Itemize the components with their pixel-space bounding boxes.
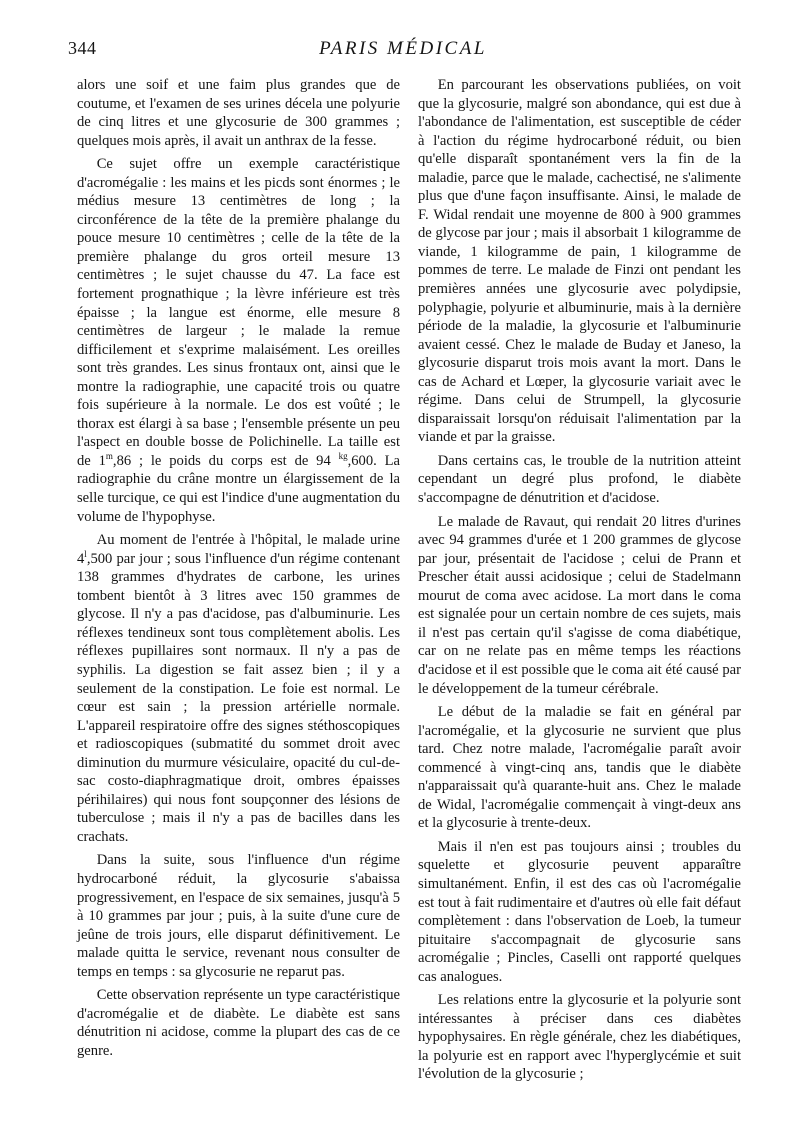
- paragraph: Mais il n'en est pas toujours ainsi ; troubles du squelette et glycosurie peuvent apparaître simultanément. Enfin, il est des cas où l'acromégalie est tout à fait rudimentaire et d'autres où elle fait défaut complètement : dans l'observation de Loeb, la tumeur pituitaire s'accompagnait de glycosurie sans acromégalie ; Pincles, Caselli ont rapporté quelques cas analogues.: [418, 838, 741, 985]
- paragraph: alors une soif et une faim plus grandes que de coutume, et l'examen de ses urines décela une polyurie de cinq litres et une glycosurie de 300 grammes ; quelques mois après, il avait un anthrax de la fesse.: [77, 77, 400, 149]
- text-run: ,600. La radiographie du crâne montre un élargissement de la selle turcique, ce qui est l'indice d'une augmentation du volume de l'hypophyse.: [77, 452, 400, 525]
- page-number: 344: [68, 38, 97, 58]
- unit-superscript: kg: [338, 451, 348, 462]
- text-run: ,500 par jour ; sous l'influence d'un régime contenant 138 grammes d'hydrates de carbone, les urines tombent bientôt à 3 litres avec 150 grammes de glycose. Il n'y a pas d'acidose, pas d'albuminurie. Les réflexes tendineux sont tous complètement abolis. Les réflexes pupillaires sont normaux. Il n'y a pas de syphilis. La digestion se fait assez bien ; il y a seulement de la constipation. Le foie est normal. Le cœur est sain ; la pression artérielle normale. L'appareil respiratoire offre des signes stéthoscopiques et radioscopiques (submatité du sommet droit avec diminution du murmure vésiculaire, opacité du cul-de-sac costo-diaphragmatique droit, ombres épaisses périhilaires) qui nous font soupçonner des lésions de tuberculose ; mais il n'y a pas de bacilles dans les crachats.: [77, 550, 400, 845]
- journal-title: PARIS MÉDICAL: [319, 38, 487, 59]
- paragraph: Dans certains cas, le trouble de la nutrition atteint cependant un degré plus profond, le diabète s'accompagne de dénutrition et d'acidose.: [418, 452, 741, 507]
- text-run: ,86 ; le poids du corps est de 94: [112, 452, 339, 469]
- paragraph: Le malade de Ravaut, qui rendait 20 litres d'urines avec 94 grammes d'urée et 1 200 grammes de glycose par jour, présentait de l'acidose ; celui de Prann et Prescher était aussi acidosique ; celui de Stadelmann mourut de coma avec acidose. La mort dans le coma est signalée pour un certain nombre de ces sujets, mais il n'est pas certain qu'il s'agisse de coma diabétique, car on ne relate pas en même temps les réactions d'acidose et il est possible que le coma ait été causé par le développement de la tumeur cérébrale.: [418, 513, 741, 697]
- paragraph: [77, 155, 400, 526]
- left-column: [77, 76, 400, 1065]
- paragraph: Les relations entre la glycosurie et la polyurie sont intéressantes à préciser dans ces diabètes hypophysaires. En règle générale, chez les diabétiques, la polyurie est en rapport avec l'hyperglycémie et suit l'évolution de la glycosurie ;: [418, 992, 741, 1083]
- paragraph: Le début de la maladie se fait en général par l'acromégalie, et la glycosurie ne survient que plus tard. Chez notre malade, l'acromégalie paraît avoir commencé à vingt-cinq ans, tandis que le diabète n'apparaissait qu'à quarante-huit ans. Chez le malade de Widal, l'acromégalie commençait à vingt-deux ans et la glycosurie à trente-deux.: [418, 704, 741, 832]
- paragraph: Cette observation représente un type caractéristique d'acromégalie et de diabète. Le diabète est sans dénutrition ni acidose, comme la plupart des cas de ce genre.: [77, 987, 400, 1059]
- right-column: [418, 76, 741, 1089]
- unit-superscript: l: [84, 548, 87, 559]
- page-header: [68, 38, 738, 68]
- paragraph: Dans la suite, sous l'influence d'un régime hydrocarboné réduit, la glycosurie s'abaissa progressivement, en l'espace de six semaines, jusqu'à 5 à 10 grammes par jour ; puis, à la suite d'une cure de jeûne de trois jours, elle disparut définitivement. Le malade quitta le service, revenant nous consulter de temps en temps : sa glycosurie ne reparut pas.: [77, 852, 400, 980]
- text-run: Au moment de l'entrée à l'hôpital, le malade urine 4: [77, 532, 400, 567]
- text-run: Ce sujet offre un exemple caractéristique d'acromégalie : les mains et les picds sont énormes ; le médius mesure 13 centimètres de long ; la circonférence de la tête de la première phalange du pouce mesure 10 centimètres ; celle de la tête de la première phalange du gros orteil mesure 13 centimètres ; le sujet chausse du 47. La face est fortement prognathique ; la lèvre inférieure est très épaisse ; la langue est énorme, elle mesure 8 centimètres de largeur ; le malade la remue difficilement et s'exprime malaisément. Les oreilles sont très grandes. Les sinus frontaux ont, ainsi que le montre la radiographie, une capacité trois ou quatre fois supérieure à la normale. Le dos est voûté ; le thorax est élargi à sa base ; l'ensemble présente un peu l'aspect en double bosse de Polichinelle. La taille est de 1: [77, 156, 400, 469]
- unit-superscript: m: [105, 451, 113, 462]
- paragraph: [77, 531, 400, 846]
- paragraph: En parcourant les observations publiées, on voit que la glycosurie, malgré son abondance, qui est due à l'abondance de l'alimentation, est susceptible de céder à l'action du régime hydrocarboné réduit, ou bien qu'elle disparaît spontanément vers la fin de la maladie, parce que le malade, cachectisé, ne s'alimente plus que d'une façon insuffisante. Ainsi, le malade de F. Widal rendait une moyenne de 800 à 900 grammes de glycose par jour ; mais il absorbait 1 kilogramme de viande, 1 kilogramme de pain, 1 kilogramme de pommes de terre. Le malade de Finzi ont pendant les premières années une glycosurie avec polydipsie, polyphagie, polyurie et albuminurie, mais à la dernière période de la maladie, la glycosurie et l'albuminurie avaient cessé. Chez le malade de Buday et Janeso, la glycosurie disparut trois mois avant la mort. Dans le cas de Achard et Lœper, la glycosurie variait avec le régime. Dans celui de Strumpell, la glycosurie disparaissait lorsqu'on réduisait l'alimentation par la viande et par la graisse.: [418, 77, 741, 446]
